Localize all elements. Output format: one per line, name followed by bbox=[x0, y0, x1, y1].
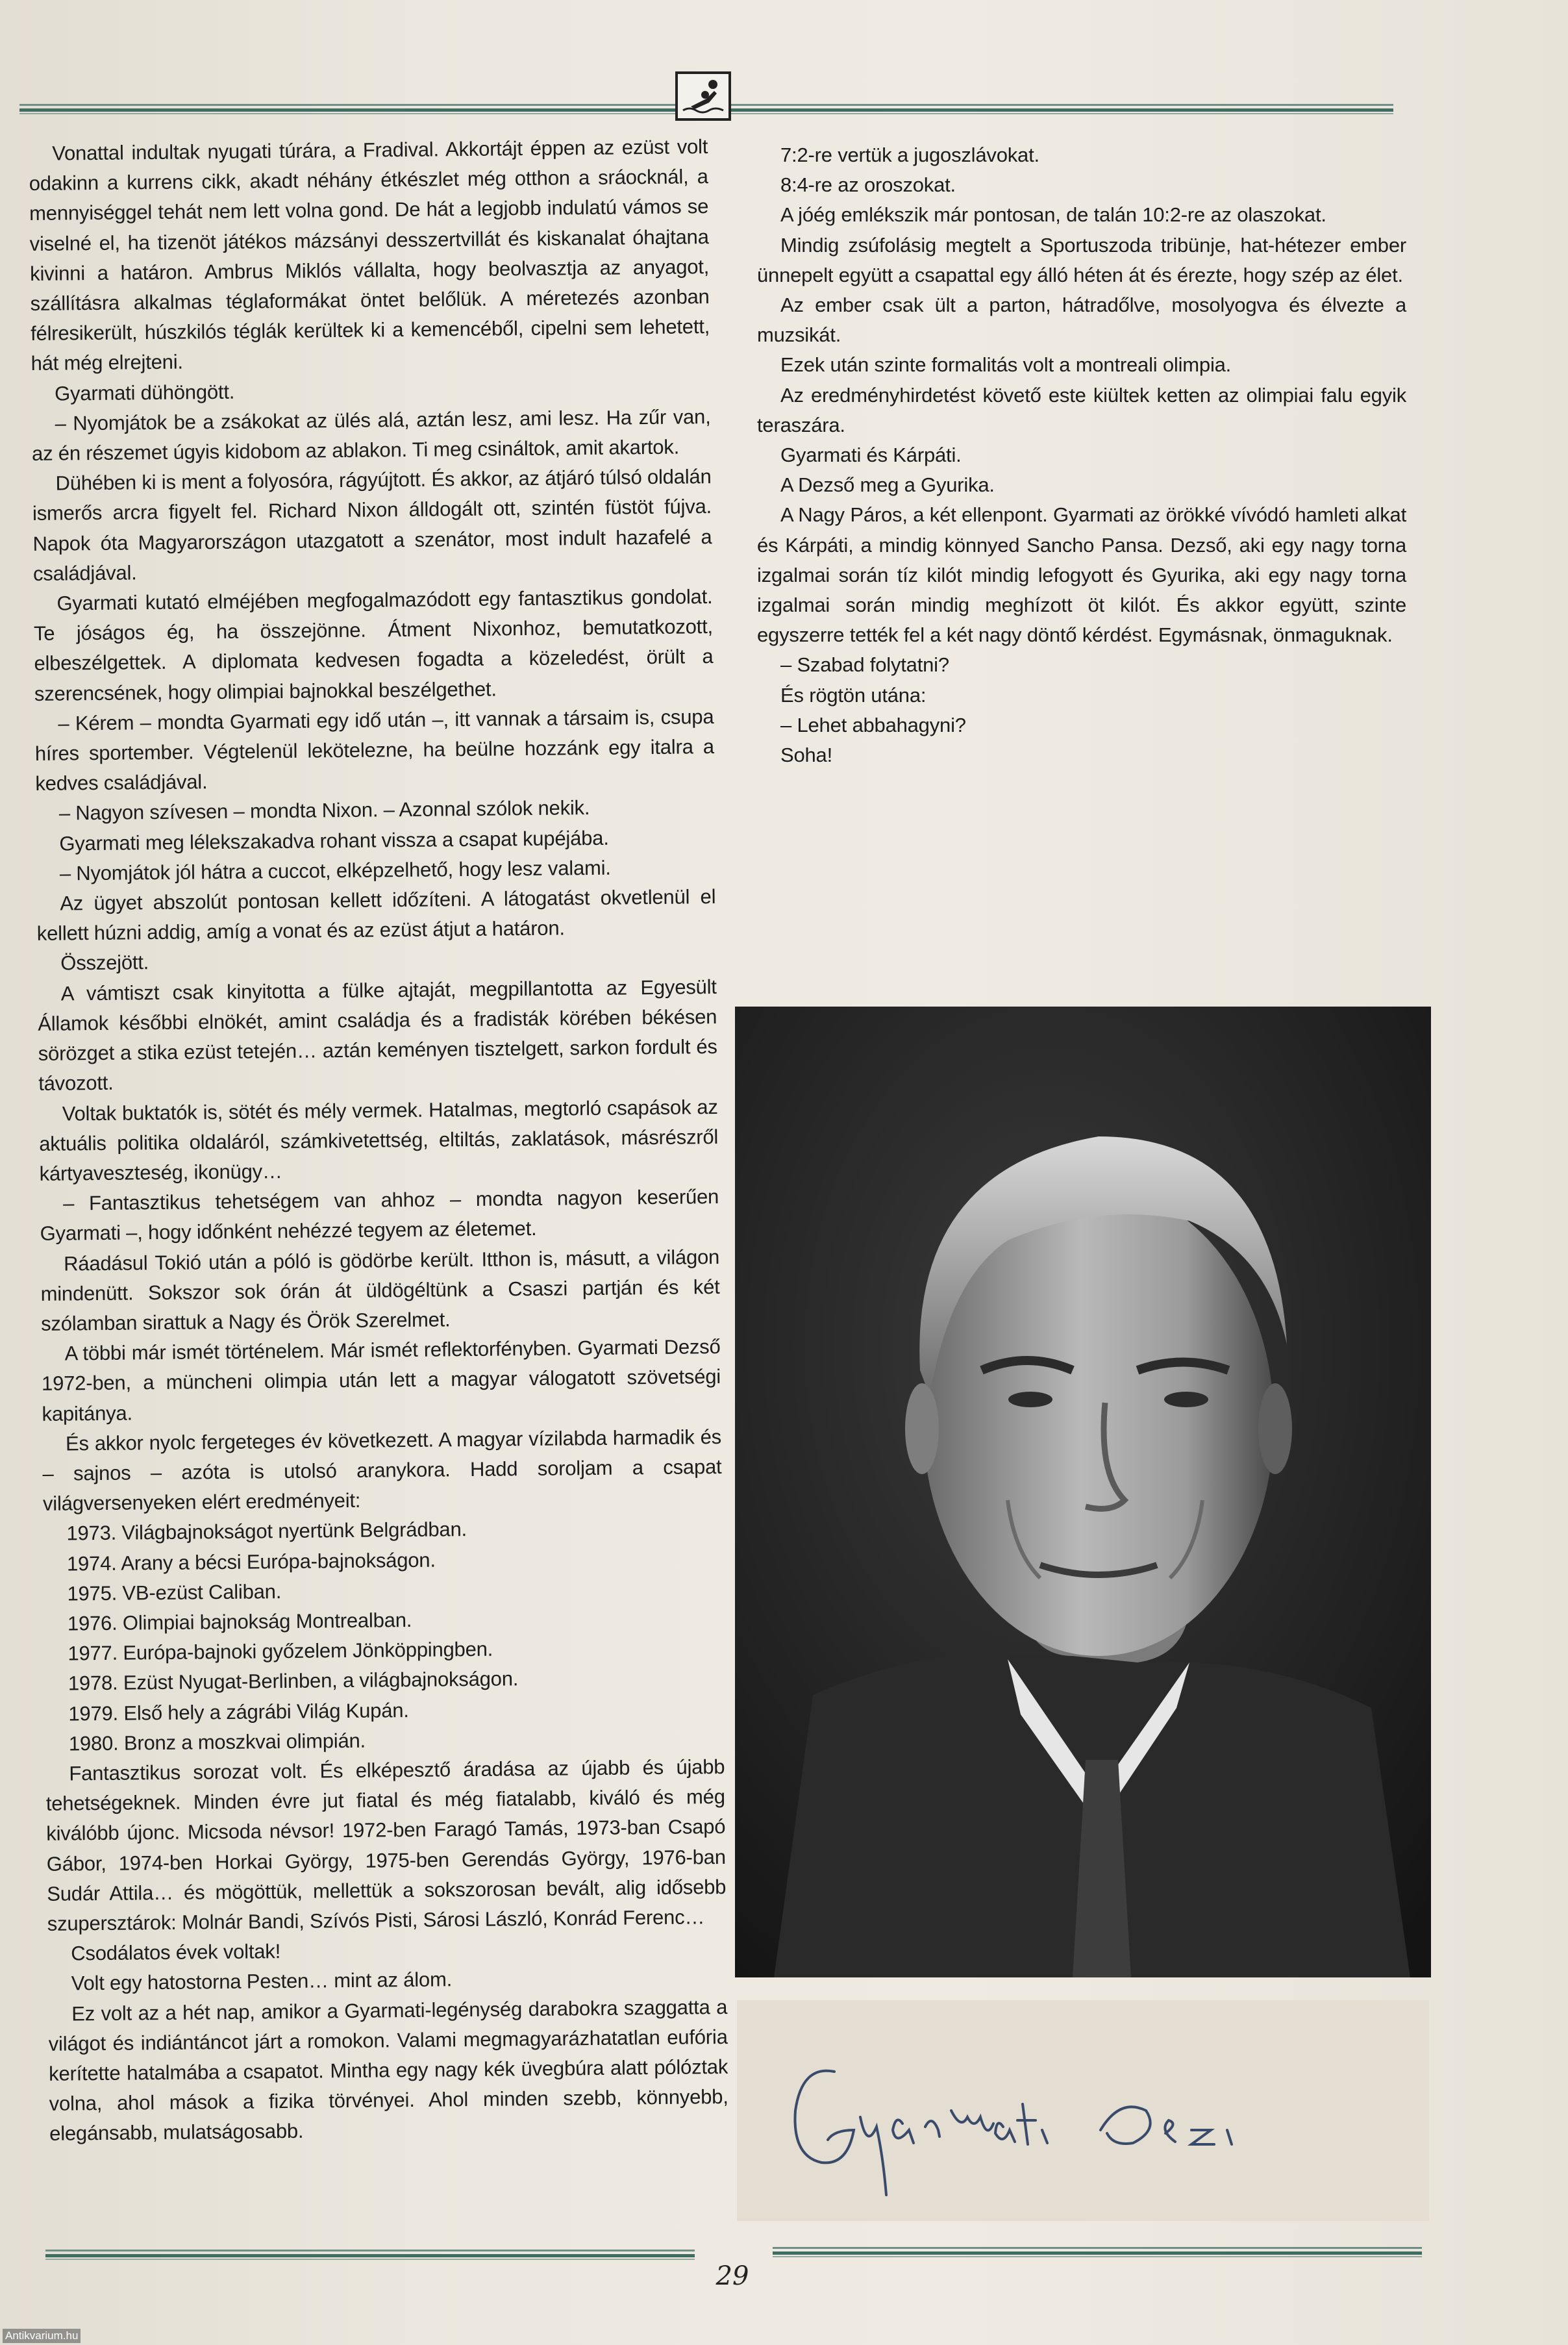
paragraph: És rögtön utána: bbox=[780, 683, 927, 707]
paragraph: A vámtiszt csak kinyitotta a fülke ajtaját, megpillantotta az Egyesült Államok későbbi elnökét, amint családja és a fradisták körében békésen sörözget a stika ezüst tetején… aztán keményen tisztelgett, sarkon fordult és távozott. bbox=[38, 975, 717, 1096]
paragraph: Vonattal indultak nyugati túrára, a Fradival. Akkortájt éppen az ezüst volt odakinn a kurrens cikk, akadt néhány étkészlet még otthon a sráocknál, a mennyiséggel tehát nem lett volna gond. De hát a legjobb indulatú vámos se viselné el, ha tizenöt játékos mázsányi desszertvillát és kiskanalat óhajtana kivinni a határon. Ambrus Miklós vállalta, hogy beolvasztja az anyagot, szállításra alkalmas téglaformákat öntet belőlük. A méretezés azonban félresikerült, húszkilós téglák kerültek ki a kemencéből, cipelni sem lehetett, hát még elrejteni. bbox=[29, 135, 710, 375]
paragraph: Gyarmati meg lélekszakadva rohant vissza a csapat kupéjába. bbox=[59, 826, 609, 855]
results-list-item: 1973. Világbajnokságot nyertünk Belgrádban. bbox=[66, 1518, 467, 1545]
paragraph: 8:4-re az oroszokat. bbox=[780, 173, 956, 197]
paragraph: – Nyomjátok jól hátra a cuccot, elképzelhető, hogy lesz valami. bbox=[59, 856, 611, 885]
paragraph: – Nyomjátok be a zsákokat az ülés alá, aztán lesz, ami lesz. Ha zűr van, az én részemet úgyis kidobom az ablakon. Ti meg csináltok, amit akartok. bbox=[31, 405, 711, 466]
paragraph: Voltak buktatók is, sötét és mély vermek. Hatalmas, megtorló csapások az aktuális politika oldaláról, számkivetettség, eltiltás, zaklatások, másrészről kártyaveszteség, ikonügy… bbox=[39, 1095, 719, 1185]
paragraph: – Nagyon szívesen – mondta Nixon. – Azonnal szólok nekik. bbox=[58, 796, 590, 825]
page-number: 29 bbox=[716, 2261, 749, 2291]
paragraph: Ezek után szinte formalitás volt a montreali olimpia. bbox=[780, 353, 1232, 377]
paragraph: Ez volt az a hét nap, amikor a Gyarmati-legénység darabokra szaggatta a világot és indiántáncot járt a romokon. Valami megmagyarázhatatlan eufória kerítette hatalmába a csapatot. Mintha egy nagy kék üvegbúra alatt pólóztak volna, ahol mások a fizika törvényei. Ahol minden szebb, könnyebb, elegánsabb, mulatságosabb. bbox=[48, 1995, 728, 2146]
paragraph: A többi már ismét történelem. Már ismét reflektorfényben. Gyarmati Dezső 1972-ben, a müncheni olimpia után lett a magyar válogatott szövetségi kapitánya. bbox=[41, 1335, 721, 1425]
paragraph: – Fantasztikus tehetségem van ahhoz – mondta nagyon keserűen Gyarmati –, hogy időnként nehézzé tegyem az életemet. bbox=[40, 1185, 719, 1246]
paragraph: – Szabad folytatni? bbox=[780, 653, 949, 677]
paragraph: A Dezső meg a Gyurika. bbox=[780, 473, 995, 497]
paragraph: – Kérem – mondta Gyarmati egy idő után –, itt vannak a társaim is, csupa híres sportember. Végtelenül lekötelezne, ha beülne hozzánk egy italra a kedves családjával. bbox=[34, 705, 715, 796]
paragraph: Gyarmati dühöngött. bbox=[54, 380, 235, 405]
paragraph: Az ember csak ült a parton, hátradőlve, mosolyogva és élvezte a muzsikát. bbox=[757, 294, 1406, 347]
results-list-item: 1979. Első hely a zágrábi Világ Kupán. bbox=[68, 1698, 409, 1725]
paragraph: Mindig zsúfolásig megtelt a Sportuszoda tribünje, hat-hétezer ember ünnepelt együtt a csapattal egy álló héten át és érezte, hogy szép az élet. bbox=[757, 233, 1406, 286]
bottom-rule-right bbox=[773, 2247, 1422, 2257]
paragraph: Fantasztikus sorozat volt. És elképesztő áradása az újabb és újabb tehetségeknek. Minden évre jut fiatal és még fiatalabb, kiváló és még kiválóbb újonc. Micsoda névsor! 1972-ben Faragó Tamás, 1973-ban Csapó Gábor, 1974-ben Horkai György, 1975-ben Gerendás György, 1976-ban Sudár Attila… és mögöttük, mellettük a sokszorosan bevált, alig idősebb szupersztárok: Molnár Bandi, Szívós Pisti, Sárosi László, Konrád Ferenc… bbox=[45, 1755, 727, 1935]
results-list-item: 1975. VB-ezüst Caliban. bbox=[67, 1579, 282, 1605]
paragraph: Volt egy hatostorna Pesten… mint az álom. bbox=[71, 1968, 453, 1995]
paragraph: Az eredményhirdetést követő este kiültek ketten az olimpiai falu egyik teraszára. bbox=[757, 383, 1406, 436]
signature bbox=[737, 2000, 1429, 2221]
results-list-item: 1980. Bronz a moszkvai olimpián. bbox=[68, 1729, 366, 1755]
paragraph: A Nagy Páros, a két ellenpont. Gyarmati az örökké vívódó hamleti alkat és Kárpáti, a mindig könnyed Sancho Pansa. Dezső, aki egy nagy torna izgalmai során tíz kilót mindig lefogyott és Gyurika, aki egy nagy torna izgalmai során mindig meghízott öt kilót. És akkor együtt, szinte egyszerre tették fel a két nagy döntő kérdést. Egymásnak, önmaguknak. bbox=[757, 503, 1406, 647]
paragraph: – Lehet abbahagyni? bbox=[780, 713, 966, 736]
results-list-item: 1976. Olimpiai bajnokság Montrealban. bbox=[67, 1608, 412, 1635]
portrait-photo bbox=[735, 1007, 1431, 1977]
results-list-item: 1978. Ezüst Nyugat-Berlinben, a világbajnokságon. bbox=[68, 1667, 519, 1695]
top-rule-left bbox=[19, 104, 675, 114]
top-rule-right bbox=[731, 104, 1393, 114]
watermark: Antikvarium.hu bbox=[3, 2329, 81, 2343]
paragraph: Soha! bbox=[780, 744, 833, 767]
paragraph: Gyarmati kutató elméjében megfogalmazódott egy fantasztikus gondolat. Te jóságos ég, ha összejönne. Átment Nixonhoz, bemutatkozott, elbeszélgettek. A diplomata kedvesen fogadta a közeledést, örült a szerencsének, hogy olimpiai bajnokkal beszélgethet. bbox=[33, 585, 714, 705]
bottom-rule-left bbox=[45, 2250, 695, 2260]
results-list-item: 1974. Arany a bécsi Európa-bajnokságon. bbox=[66, 1548, 436, 1575]
paragraph: És akkor nyolc fergeteges év következett. A magyar vízilabda harmadik és – sajnos – azóta is utolsó aranykora. Hadd soroljam a csapat világversenyeken elért eredményeit: bbox=[42, 1425, 722, 1516]
right-article-column bbox=[757, 140, 1406, 770]
paragraph: Ráadásul Tokió után a póló is gödörbe került. Itthon is, másutt, a világon mindenütt. Sokszor sok órán át üldögéltünk a Csaszi partján és két szólamban sirattuk a Nagy és Örök Szerelmet. bbox=[40, 1245, 720, 1335]
results-list-item: 1977. Európa-bajnoki győzelem Jönköppingben. bbox=[68, 1637, 493, 1665]
paragraph: Az ügyet abszolút pontosan kellett időzíteni. A látogatást okvetlenül el kellett húzni addig, amíg a vonat és az ezüst átjut a határon. bbox=[36, 885, 716, 946]
water-polo-player-icon bbox=[675, 71, 731, 121]
paragraph: A jóég emlékszik már pontosan, de talán 10:2-re az olaszokat. bbox=[780, 203, 1326, 227]
paragraph: Összejött. bbox=[60, 951, 149, 975]
left-article-column bbox=[29, 132, 728, 2149]
paragraph: Csodálatos évek voltak! bbox=[71, 1940, 281, 1965]
paragraph: Gyarmati és Kárpáti. bbox=[780, 444, 962, 467]
paragraph: Dühében ki is ment a folyosóra, rágyújtott. És akkor, az átjáró túlsó oldalán ismerős arcra figyelt fel. Richard Nixon álldogált ott, szintén füstöt fújva. Napok óta Magyarországon utazgatott a szenátor, most indult hazafelé a családjával. bbox=[32, 465, 712, 585]
paragraph: 7:2-re vertük a jugoszlávokat. bbox=[780, 144, 1039, 166]
